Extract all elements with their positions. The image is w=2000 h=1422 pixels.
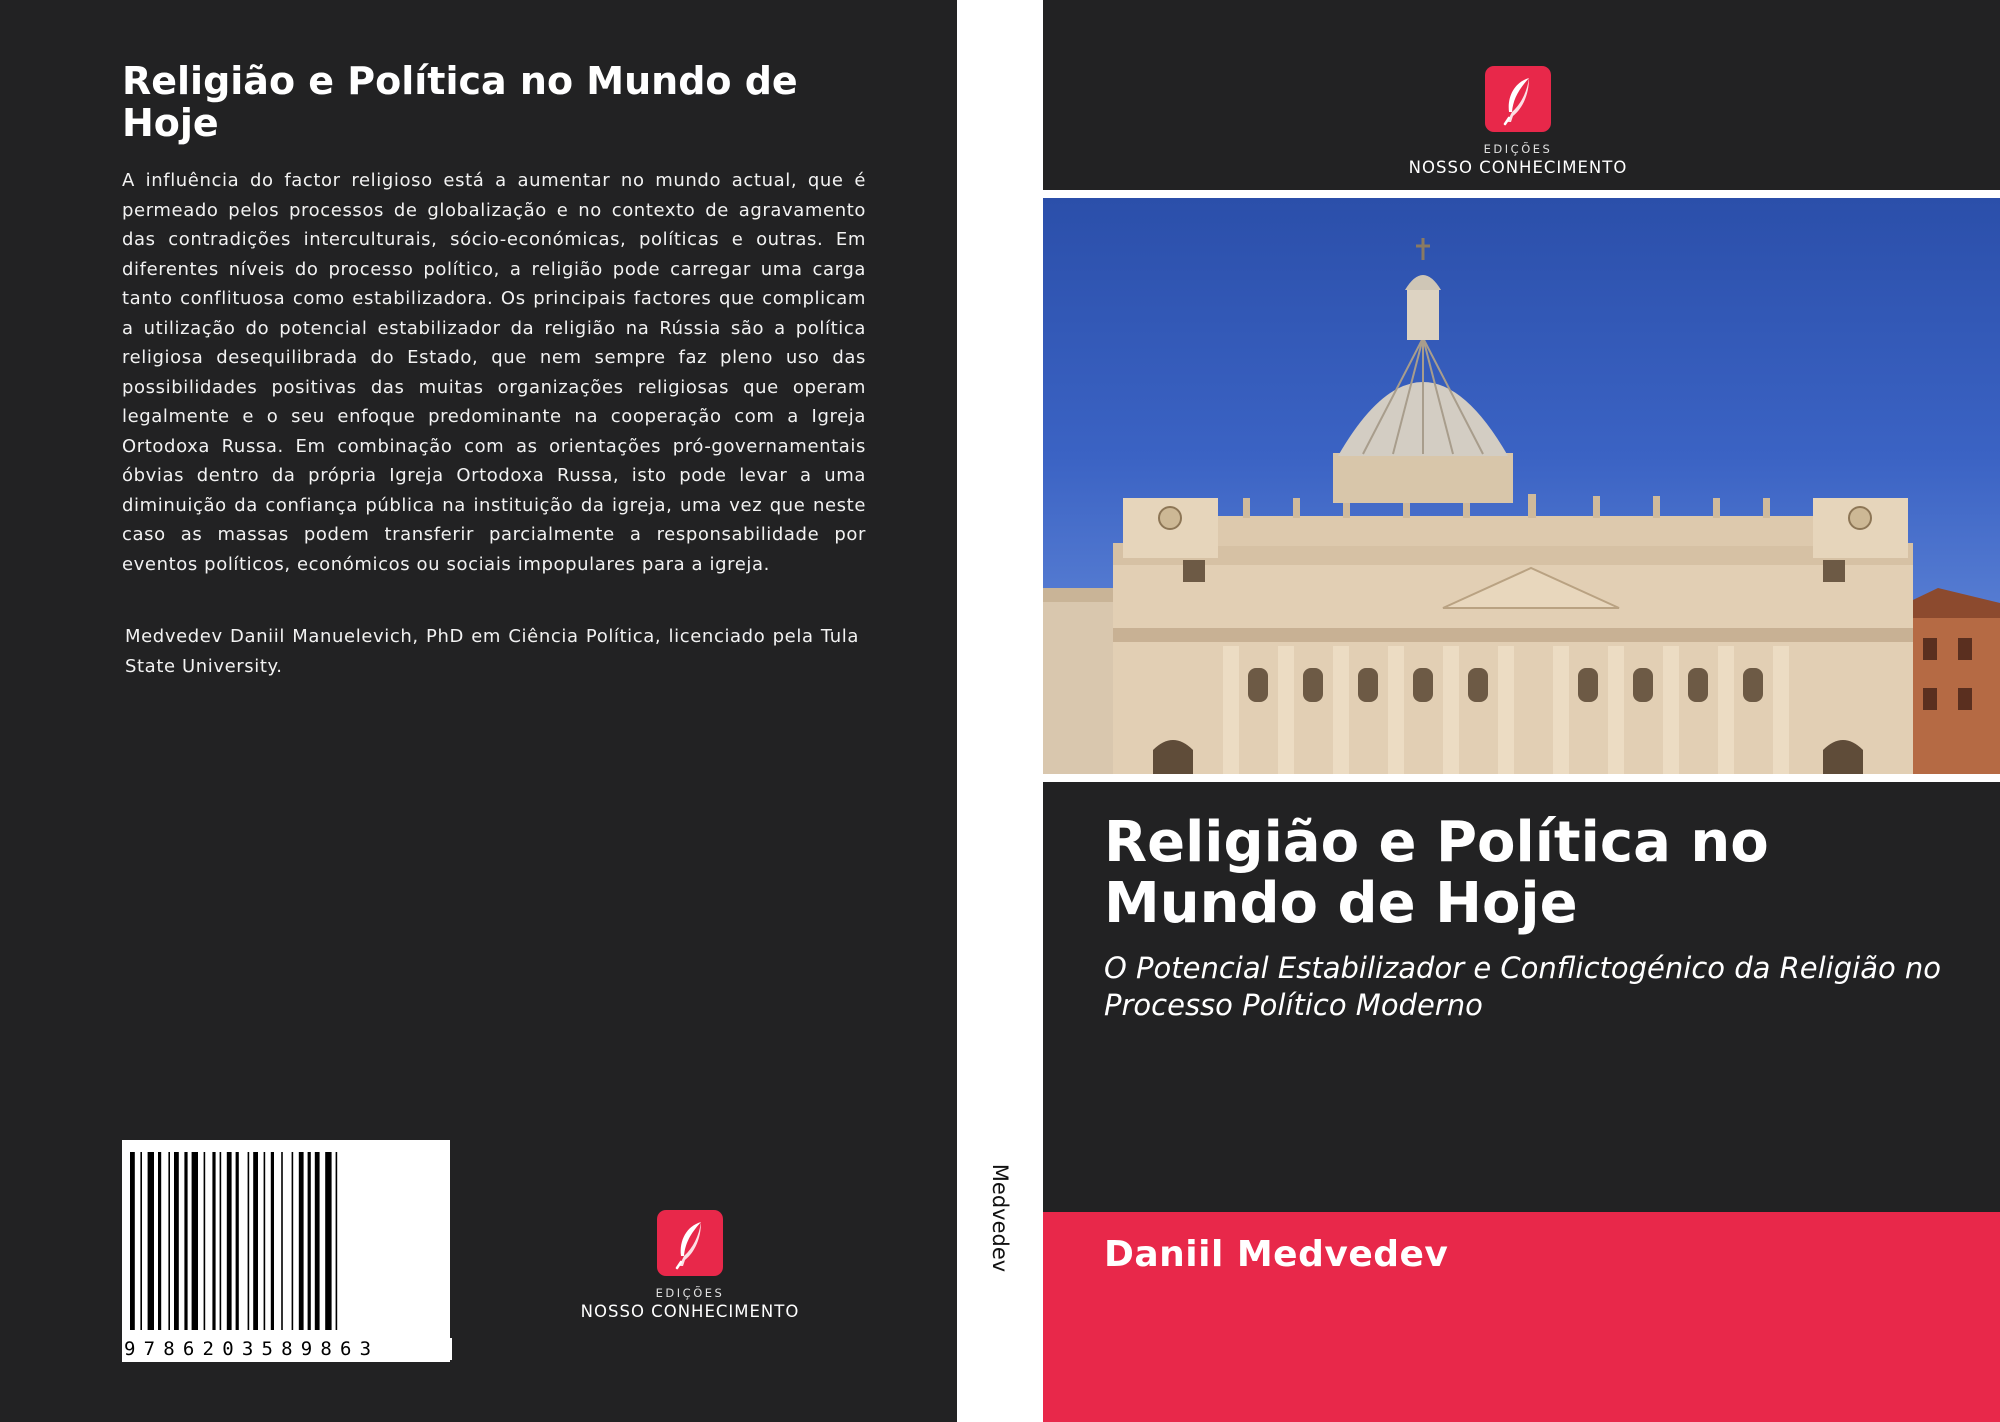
barcode-bar bbox=[168, 1152, 170, 1330]
publisher-name: NOSSO CONHECIMENTO bbox=[580, 1302, 800, 1321]
barcode-bar bbox=[264, 1152, 266, 1330]
author-band bbox=[1043, 1212, 2000, 1422]
barcode-bar bbox=[140, 1152, 142, 1330]
front-cover-title: Religião e Política no Mundo de Hoje bbox=[1104, 810, 1769, 936]
front-cover bbox=[1043, 0, 2000, 1422]
publisher-name: NOSSO CONHECIMENTO bbox=[1408, 158, 1628, 177]
barcode-bar bbox=[299, 1152, 304, 1330]
barcode-bar bbox=[248, 1152, 250, 1330]
barcode-bar bbox=[227, 1152, 232, 1330]
barcode-bar bbox=[271, 1152, 274, 1330]
feather-quill-icon bbox=[657, 1210, 723, 1276]
barcode-bar bbox=[292, 1152, 294, 1330]
barcode-bar bbox=[204, 1152, 206, 1330]
barcode-bar bbox=[184, 1152, 187, 1330]
barcode-bar bbox=[336, 1152, 338, 1330]
front-cover-subtitle: O Potencial Estabilizador e Conflictogénico da Religião no Processo Político Moderno bbox=[1104, 951, 1942, 1022]
barcode-bar bbox=[308, 1152, 311, 1330]
spine-author: Medvedev bbox=[988, 1163, 1012, 1273]
front-header bbox=[1043, 0, 2000, 190]
barcode-bar bbox=[212, 1152, 215, 1330]
barcode-bar bbox=[174, 1152, 179, 1330]
spine bbox=[957, 0, 1043, 1422]
basilica-photo bbox=[1043, 198, 2000, 774]
publisher-edicoes: EDIÇÕES bbox=[1483, 142, 1553, 156]
barcode-bar bbox=[158, 1152, 161, 1330]
feather-quill-icon bbox=[1485, 66, 1551, 132]
back-cover-description: A influência do factor religioso está a aumentar no mundo actual, que é permeado pelos processos de globalização e no contexto de agravamento das contradições interculturais, sócio-económicas, políticas e outras. Em diferentes níveis do processo político, a religião pode carregar uma carga tanto conflituosa como estabilizadora. Os principais factores que complicam a utilização do potencial estabilizador da religião na Rússia são a política religiosa desequilibrada do Estado, que nem sempre faz pleno uso das possibilidades positivas das muitas organizações religiosas que operam legalmente e o seu enfoque predominante na cooperação com a Igreja Ortodoxa Russa. Em combinação com as orientações pró-governamentais óbvias dentro da própria Igreja Ortodoxa Russa, isto pode levar a uma diminuição da confiança pública na instituição da igreja, uma vez que neste caso as massas podem transferir parcialmente a responsabilidade por eventos políticos, económicos ou sociais impopulares para a igreja. bbox=[122, 170, 866, 575]
back-cover bbox=[0, 0, 957, 1422]
back-cover-title: Religião e Política no Mundo de Hoje bbox=[122, 59, 798, 145]
publisher-logo-front bbox=[1388, 66, 1648, 177]
barcode-bar bbox=[315, 1152, 320, 1330]
barcode-bar bbox=[148, 1152, 154, 1330]
barcode-bar bbox=[281, 1152, 283, 1330]
divider-bottom bbox=[1043, 774, 2000, 782]
barcode-bar bbox=[236, 1152, 239, 1330]
barcode-bars bbox=[122, 1140, 450, 1335]
barcode-bar bbox=[253, 1152, 258, 1330]
barcode-bar bbox=[220, 1152, 222, 1330]
front-cover-author: Daniil Medvedev bbox=[1104, 1234, 1449, 1275]
barcode-digits: 9786203589863 bbox=[122, 1338, 452, 1360]
isbn-barcode bbox=[122, 1140, 450, 1362]
publisher-edicoes: EDIÇÕES bbox=[655, 1286, 725, 1300]
divider-top bbox=[1043, 190, 2000, 198]
barcode-bar bbox=[130, 1152, 135, 1330]
barcode-bar bbox=[192, 1152, 198, 1330]
barcode-bar bbox=[325, 1152, 331, 1330]
author-bio: Medvedev Daniil Manuelevich, PhD em Ciência Política, licenciado pela Tula State University. bbox=[125, 626, 859, 677]
publisher-logo-back bbox=[560, 1210, 820, 1321]
